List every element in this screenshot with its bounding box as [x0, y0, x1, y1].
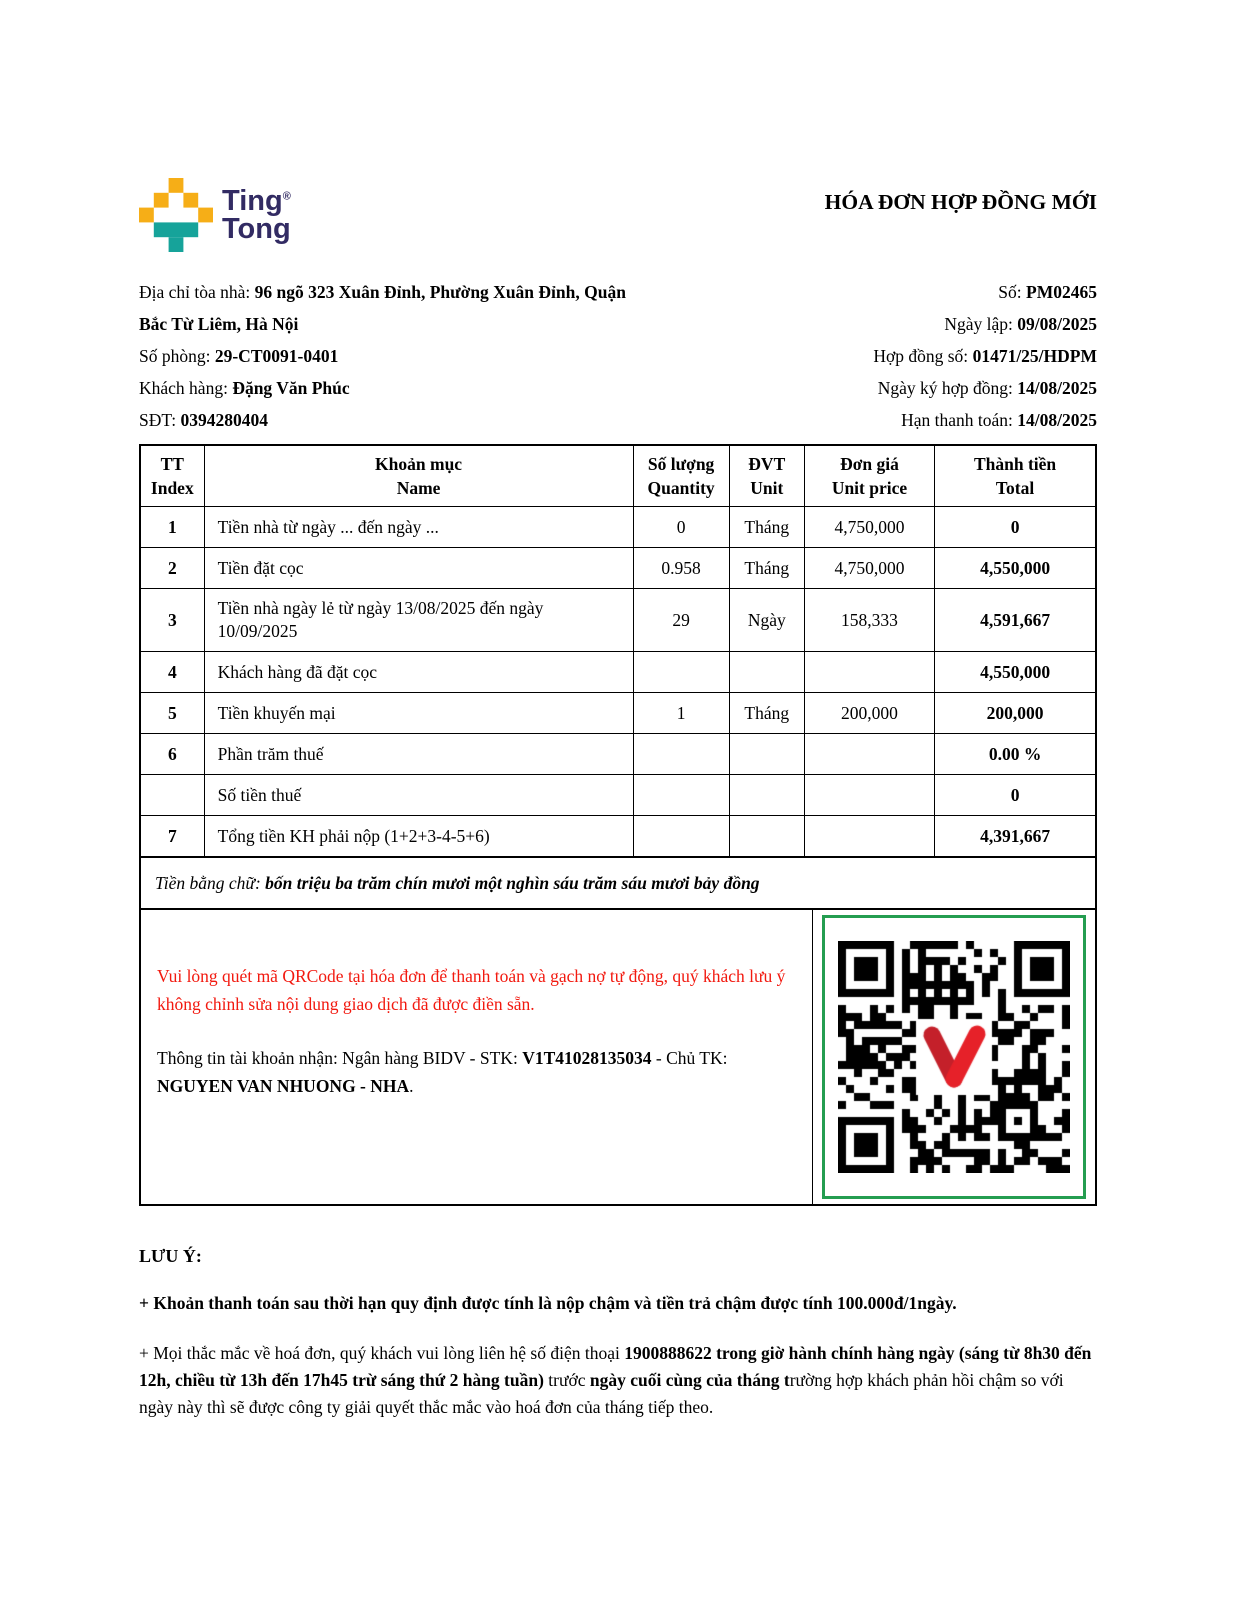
tingtong-logo [139, 178, 658, 252]
table-row: 5 Tiền khuyến mại 1 Tháng 200,000 200,000 [140, 693, 1096, 734]
contact-note: + Mọi thắc mắc về hoá đơn, quý khách vui lòng liên hệ số điện thoại 1900888622 trong giờ hành chính hàng ngày (sáng từ 8h30 đến 12h, chiều từ 13h đến 17h45 trừ sáng thứ 2 hàng tuần) trước ngày cuối cùng của tháng trường hợp khách phản hồi chậm so với ngày này thì sẽ được công ty giải quyết thắc mắc vào hoá đơn của tháng tiếp theo. [139, 1343, 1092, 1417]
invoice-number: Số: PM02465 [998, 282, 1097, 302]
col-header-quantity: Số lượng Quantity [633, 445, 729, 507]
customer-name: Khách hàng: Đặng Văn Phúc [139, 378, 350, 398]
registered-mark: ® [282, 190, 291, 203]
col-header-total: Thành tiền Total [935, 445, 1096, 507]
qr-payment-note: Vui lòng quét mã QRCode tại hóa đơn để thanh toán và gạch nợ tự động, quý khách lưu ý không chỉnh sửa nội dung giao dịch đã được điền sẵn. [157, 966, 786, 1014]
table-header-row [140, 445, 1096, 507]
notes-section [139, 1246, 1097, 1421]
logo-word-bottom: Tong [222, 213, 291, 245]
logo-icon [139, 178, 213, 252]
amount-in-words [139, 858, 1097, 910]
table-row: Số tiền thuế 0 [140, 775, 1096, 816]
account-holder: NGUYEN VAN NHUONG - NHA [157, 1076, 410, 1096]
contract-sign-date: Ngày ký hợp đồng: 14/08/2025 [877, 378, 1097, 398]
col-header-unit-price: Đơn giá Unit price [804, 445, 934, 507]
header-left [139, 178, 658, 436]
bank-account-info: Thông tin tài khoản nhận: Ngân hàng BIDV - STK: V1T41028135034 - Chủ TK: NGUYEN VAN NHUONG - NHA. [157, 1048, 728, 1096]
logo-wordmark [222, 187, 291, 243]
table-row: 6 Phần trăm thuế 0.00 % [140, 734, 1096, 775]
room-number: Số phòng: 29-CT0091-0401 [139, 346, 339, 366]
payment-box [139, 910, 1097, 1206]
issue-date: Ngày lập: 09/08/2025 [944, 314, 1097, 334]
header [139, 178, 1097, 436]
table-row: 1 Tiền nhà từ ngày ... đến ngày ... 0 Tháng 4,750,000 0 [140, 507, 1096, 548]
table-row: 7 Tổng tiền KH phải nộp (1+2+3-4-5+6) 4,391,667 [140, 816, 1096, 858]
col-header-index: TT Index [140, 445, 204, 507]
account-number: V1T41028135034 [522, 1048, 652, 1068]
contract-number: Hợp đồng số: 01471/25/HDPM [873, 346, 1097, 366]
logo-word-top: Ting [222, 185, 283, 217]
header-right [658, 178, 1097, 436]
late-payment-note: + Khoản thanh toán sau thời hạn quy định được tính là nộp chậm và tiền trả chậm được tính 100.000đ/1ngày. [139, 1293, 957, 1313]
invoice-title: HÓA ĐƠN HỢP ĐỒNG MỚI [824, 190, 1097, 214]
qr-cell [813, 910, 1095, 1204]
customer-phone: SĐT: 0394280404 [139, 410, 268, 430]
building-address-line2: Bắc Từ Liêm, Hà Nội [139, 314, 299, 334]
table-row: 2 Tiền đặt cọc 0.958 Tháng 4,750,000 4,550,000 [140, 548, 1096, 589]
col-header-unit: ĐVT Unit [729, 445, 804, 507]
amount-in-words-value: bốn triệu ba trăm chín mươi một nghìn sáu trăm sáu mươi bảy đồng [265, 873, 760, 893]
payment-due-date: Hạn thanh toán: 14/08/2025 [901, 410, 1097, 430]
notes-heading: LƯU Ý: [139, 1246, 202, 1266]
table-row: 3 Tiền nhà ngày lẻ từ ngày 13/08/2025 đến ngày 10/09/2025 29 Ngày 158,333 4,591,667 [140, 589, 1096, 652]
col-header-name: Khoản mục Name [204, 445, 633, 507]
items-table [139, 444, 1097, 858]
payment-info-cell [141, 910, 813, 1204]
hotline-number: 1900888622 trong giờ hành chính hàng ngày (sáng từ 8h30 đến 12h, chiều từ 13h đến 17h45 trừ sáng thứ 2 hàng tuần) [139, 1343, 1092, 1390]
qr-code [838, 941, 1070, 1173]
building-address-line1: Địa chỉ tòa nhà: 96 ngõ 323 Xuân Đỉnh, Phường Xuân Đỉnh, Quận [139, 282, 626, 302]
table-row: 4 Khách hàng đã đặt cọc 4,550,000 [140, 652, 1096, 693]
amount-in-words-label: Tiền bằng chữ: [155, 873, 266, 893]
qr-frame [822, 915, 1086, 1199]
